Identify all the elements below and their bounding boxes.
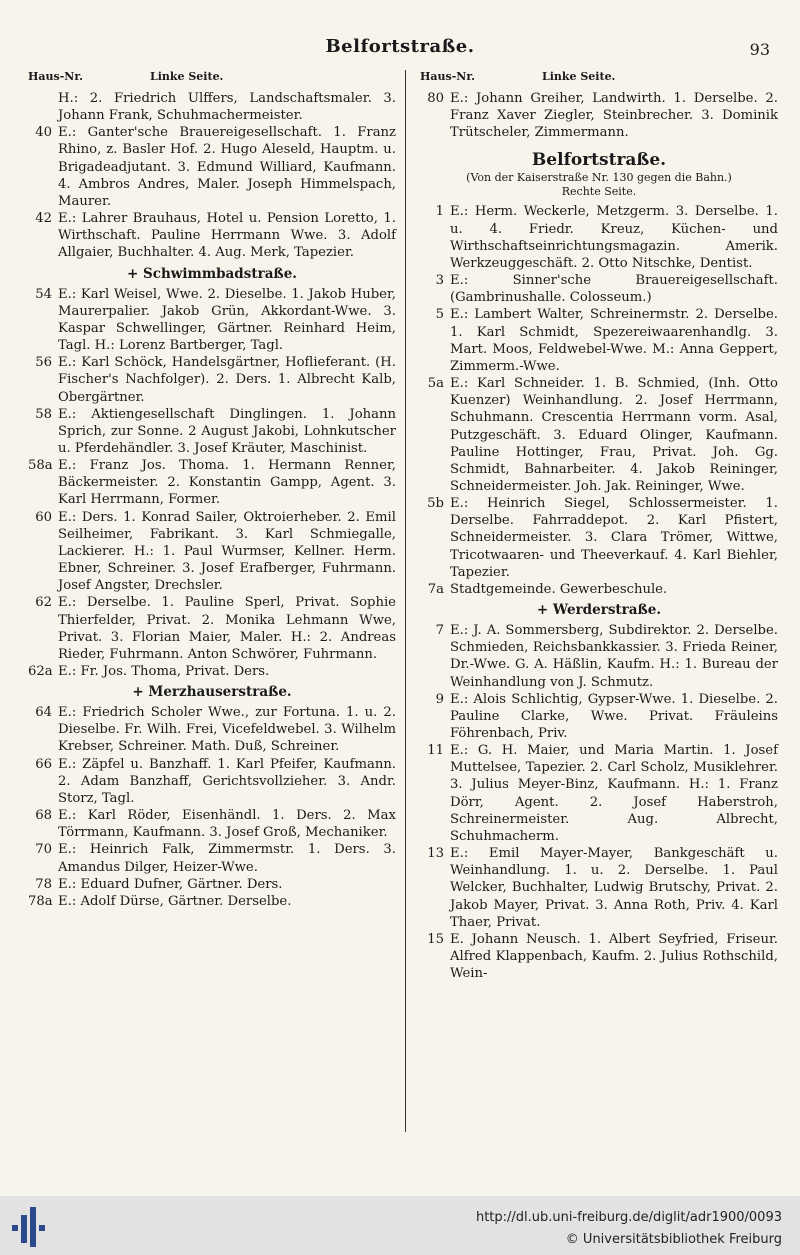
address-entry bbox=[28, 124, 396, 210]
entry-text: E.: Karl Weisel, Wwe. 2. Dieselbe. 1. Jakob Huber, Maurerpalier. Jakob Grün, Akkordant-Wwe. 3. Kaspar Schwellinger, Gärtner. Reinhard Heim, Tagl. H.: Lorenz Bartberger, Tagl. bbox=[58, 286, 396, 354]
entry-text: E.: Derselbe. 1. Pauline Sperl, Privat. Sophie Thierfelder, Privat. 2. Monika Lehmann Wwe, Privat. 3. Florian Maier, Maler. H.: 2. Andreas Rieder, Fuhrmann. Anton Schwörer, Fuhrmann. bbox=[58, 595, 396, 662]
house-number: 5a bbox=[427, 376, 444, 392]
address-entry bbox=[420, 375, 778, 495]
entry-text: E.: J. A. Sommersberg, Subdirektor. 2. Derselbe. Schmieden, Reichsbankkassier. 3. Frieda Reiner, Dr.-Wwe. G. A. Häßlin, Kaufm. H.: 1. Bureau der Weinhandlung von J. Schmutz. bbox=[450, 623, 778, 690]
address-entry bbox=[28, 663, 396, 680]
house-number: 78a bbox=[28, 893, 53, 909]
right-entries bbox=[420, 203, 778, 982]
side-header: Linke Seite. bbox=[542, 70, 616, 83]
entry-text: Stadtgemeinde. Gewerbeschule. bbox=[450, 581, 668, 597]
right-column-header bbox=[420, 70, 778, 86]
entry-text: E.: G. H. Maier, und Maria Martin. 1. Josef Muttelsee, Tapezier. 2. Carl Scholz, Musiklehrer. 3. Julius Meyer-Binz, Kaufmann. H.: 1. Franz Dörr, Agent. 2. Josef Haberstroh, Schreinermeister. Aug. Albrecht, Schuhmacherm. bbox=[450, 743, 778, 844]
house-number: 3 bbox=[435, 273, 444, 289]
entry-text: E.: Ganter'sche Brauereigesellschaft. 1. Franz Rhino, z. Basler Hof. 2. Hugo Aleseld, Hauptm. u. Brigadeadjutant. 3. Edmund Williard, Kaufmann. 4. Ambros Andres, Maler. Joseph Himmelspach, Maurer. bbox=[58, 125, 396, 209]
entry-text: E.: Emil Mayer-Mayer, Bankgeschäft u. Weinhandlung. 1. u. 2. Derselbe. 1. Paul Welcker, Buchhalter, Ludwig Brutschy, Privat. 2. Jakob Mayer, Privat. 3. Anna Roth, Priv. 4. Karl Thaer, Privat. bbox=[450, 846, 778, 930]
address-entry bbox=[420, 581, 778, 598]
address-entry bbox=[28, 509, 396, 595]
entry-text: E.: Herm. Weckerle, Metzgerm. 3. Derselbe. 1. u. 4. Friedr. Kreuz, Küchen- und Wirthschaftseinrichtungsmagazin. Amerik. Werkzeuggeschäft. 2. Otto Nitschke, Dentist. bbox=[450, 204, 778, 271]
address-entry bbox=[28, 704, 396, 755]
house-number: 78 bbox=[35, 876, 52, 892]
street-heading: Belfortstraße. bbox=[531, 150, 667, 171]
address-entry bbox=[420, 931, 778, 982]
house-number: 68 bbox=[35, 808, 52, 824]
entry-text: E. Johann Neusch. 1. Albert Seyfried, Friseur. Alfred Klappenbach, Kaufm. 2. Julius Rothschild, Wein- bbox=[450, 931, 778, 982]
house-number: 60 bbox=[35, 509, 52, 525]
address-entry bbox=[28, 457, 396, 508]
page-number: 93 bbox=[749, 40, 770, 59]
address-entry bbox=[28, 893, 396, 910]
cross-street-divider: + Schwimmbadstraße. bbox=[127, 265, 297, 282]
entry-text: E.: Friedrich Scholer Wwe., zur Fortuna. 1. u. 2. Dieselbe. Fr. Wilh. Frei, Vicefeldwebel. 3. Wilhelm Krebser, Schreiner. Math. Duß, Schreiner. bbox=[58, 705, 396, 755]
house-number: 66 bbox=[35, 756, 52, 772]
house-number-header: Haus-Nr. bbox=[420, 70, 475, 83]
left-column bbox=[28, 70, 396, 910]
house-number: 5 bbox=[435, 307, 444, 323]
side-label: Rechte Seite. bbox=[561, 185, 637, 199]
entry-text: E.: Franz Jos. Thoma. 1. Hermann Renner, Bäckermeister. 2. Konstantin Gampp, Agent. 3. Karl Herrmann, Former. bbox=[58, 458, 396, 508]
house-number: 54 bbox=[35, 286, 52, 302]
address-entry bbox=[28, 807, 396, 841]
address-entry bbox=[28, 841, 396, 875]
house-number: 64 bbox=[35, 705, 52, 721]
right-column bbox=[420, 70, 778, 982]
house-number: 15 bbox=[427, 931, 444, 947]
entry-text: E.: Karl Röder, Eisenhändl. 1. Ders. 2. Max Törrmann, Kaufmann. 3. Josef Groß, Mechaniker. bbox=[58, 808, 396, 841]
house-number: 62a bbox=[28, 664, 53, 679]
entry-text: E.: Sinner'sche Brauereigesellschaft. (Gambrinushalle. Colosseum.) bbox=[450, 273, 778, 306]
house-number: 58a bbox=[28, 458, 53, 474]
left-column-header bbox=[28, 70, 396, 86]
entry-text: E.: Aktiengesellschaft Dinglingen. 1. Johann Sprich, zur Sonne. 2 August Jakobi, Lohnkutscher u. Pferdehändler. 3. Josef Kräuter, Maschinist. bbox=[58, 406, 396, 456]
house-number: 42 bbox=[35, 211, 52, 227]
address-entry bbox=[420, 306, 778, 375]
address-entry bbox=[28, 594, 396, 663]
address-entry bbox=[28, 286, 396, 355]
entry-text: E.: Fr. Jos. Thoma, Privat. Ders. bbox=[58, 664, 270, 679]
address-entry bbox=[420, 203, 778, 272]
right-top-entries bbox=[420, 90, 778, 141]
entry-text: E.: Zäpfel u. Banzhaff. 1. Karl Pfeifer, Kaufmann. 2. Adam Banzhaff, Gerichtsvollzieher. 3. Andr. Storz, Tagl. bbox=[58, 756, 396, 806]
footer-url-link[interactable]: http://dl.ub.uni-freiburg.de/diglit/adr1900/0093 bbox=[475, 1210, 782, 1225]
running-title: Belfortstraße. bbox=[325, 36, 475, 57]
entry-text: E.: Eduard Dufner, Gärtner. Ders. bbox=[58, 876, 283, 892]
address-entry bbox=[28, 406, 396, 457]
side-header: Linke Seite. bbox=[150, 70, 224, 83]
house-number: 7a bbox=[427, 581, 444, 597]
house-number: 70 bbox=[35, 842, 52, 858]
entry-text: E.: Lambert Walter, Schreinermstr. 2. Derselbe. 1. Karl Schmidt, Spezereiwaarenhandlg. 3. Mart. Moos, Feldwebel-Wwe. M.: Anna Geppert, Zimmerm.-Wwe. bbox=[450, 307, 778, 374]
entry-text: E.: Lahrer Brauhaus, Hotel u. Pension Loretto, 1. Wirthschaft. Pauline Herrmann Wwe. 3. Adolf Allgaier, Buchhalter. 4. Aug. Merk, Tapezier. bbox=[58, 211, 396, 261]
house-number bbox=[28, 90, 58, 124]
house-number: 7 bbox=[435, 623, 444, 639]
entry-text: E.: Karl Schneider. 1. B. Schmied, (Inh. Otto Kuenzer) Weinhandlung. 2. Josef Herrmann, Schuhmann. Crescentia Herrmann vorm. Asal, Putzgeschäft. 3. Eduard Olinger, Kaufmann. Pauline Hottinger, Frau, Privat. Joh. Gg. Schmidt, Bahnarbeiter. 4. Jakob Reininger, Schneidermeister. Joh. Jak. Reininger, Wwe. bbox=[450, 376, 778, 494]
house-number: 11 bbox=[427, 743, 444, 759]
house-number: 13 bbox=[427, 846, 444, 862]
street-note: (Von der Kaiserstraße Nr. 130 gegen die Bahn.) bbox=[466, 171, 732, 185]
house-number: 1 bbox=[435, 204, 444, 220]
house-number: 5b bbox=[427, 496, 444, 512]
address-entry bbox=[420, 272, 778, 306]
house-number: 58 bbox=[35, 406, 52, 422]
address-entry bbox=[28, 756, 396, 807]
house-number: 80 bbox=[427, 91, 444, 106]
entry-text: E.: Adolf Dürse, Gärtner. Derselbe. bbox=[58, 893, 292, 909]
entry-text: H.: 2. Friedrich Ulffers, Landschaftsmaler. 3. Johann Frank, Schuhmachermeister. bbox=[58, 91, 396, 124]
left-entries bbox=[28, 90, 396, 910]
house-number: 9 bbox=[435, 691, 444, 707]
address-entry bbox=[28, 90, 396, 124]
entry-text: E.: Johann Greiher, Landwirth. 1. Derselbe. 2. Franz Xaver Ziegler, Steinbrecher. 3. Dominik Trütscheler, Zimmermann. bbox=[450, 91, 778, 141]
address-entry bbox=[420, 845, 778, 931]
entry-text: E.: Heinrich Siegel, Schlossermeister. 1. Derselbe. Fahrraddepot. 2. Karl Pfistert, Schneidermeister. 3. Clara Trömer, Wittwe, Tricotwaaren- und Theeverkauf. 4. Karl Biehler, Tapezier. bbox=[450, 496, 778, 580]
address-entry bbox=[28, 354, 396, 405]
library-logo-icon bbox=[12, 1207, 48, 1247]
column-rule bbox=[405, 70, 406, 1132]
house-number: 40 bbox=[35, 125, 52, 141]
entry-text: E.: Alois Schlichtig, Gypser-Wwe. 1. Dieselbe. 2. Pauline Clarke, Wwe. Privat. Fräuleins Föhrenbach, Priv. bbox=[450, 691, 778, 741]
entry-text: E.: Ders. 1. Konrad Sailer, Oktroierheber. 2. Emil Seilheimer, Fabrikant. 3. Karl Schmiegalle, Lackierer. H.: 1. Paul Wurmser, Kellner. Herm. Ebner, Schreiner. 3. Josef Erafberger, Fuhrmann. Josef Angster, Drechsler. bbox=[58, 509, 396, 594]
address-entry bbox=[420, 691, 778, 742]
cross-street-divider: + Merzhauserstraße. bbox=[132, 684, 292, 701]
address-entry bbox=[420, 90, 778, 141]
house-number: 56 bbox=[35, 355, 52, 371]
house-number: 62 bbox=[35, 595, 52, 611]
address-entry bbox=[28, 210, 396, 261]
entry-text: E.: Karl Schöck, Handelsgärtner, Hoflieferant. (H. Fischer's Nachfolger). 2. Ders. 1. Albrecht Kalb, Obergärtner. bbox=[58, 355, 396, 405]
address-entry bbox=[420, 742, 778, 845]
house-number-header: Haus-Nr. bbox=[28, 70, 83, 83]
address-entry bbox=[28, 876, 396, 893]
cross-street-divider: + Werderstraße. bbox=[536, 602, 662, 619]
address-entry bbox=[420, 622, 778, 691]
entry-text: E.: Heinrich Falk, Zimmermstr. 1. Ders. 3. Amandus Dilger, Heizer-Wwe. bbox=[58, 842, 396, 875]
address-entry bbox=[420, 495, 778, 581]
footer-copyright: © Universitätsbibliothek Freiburg bbox=[565, 1232, 782, 1247]
